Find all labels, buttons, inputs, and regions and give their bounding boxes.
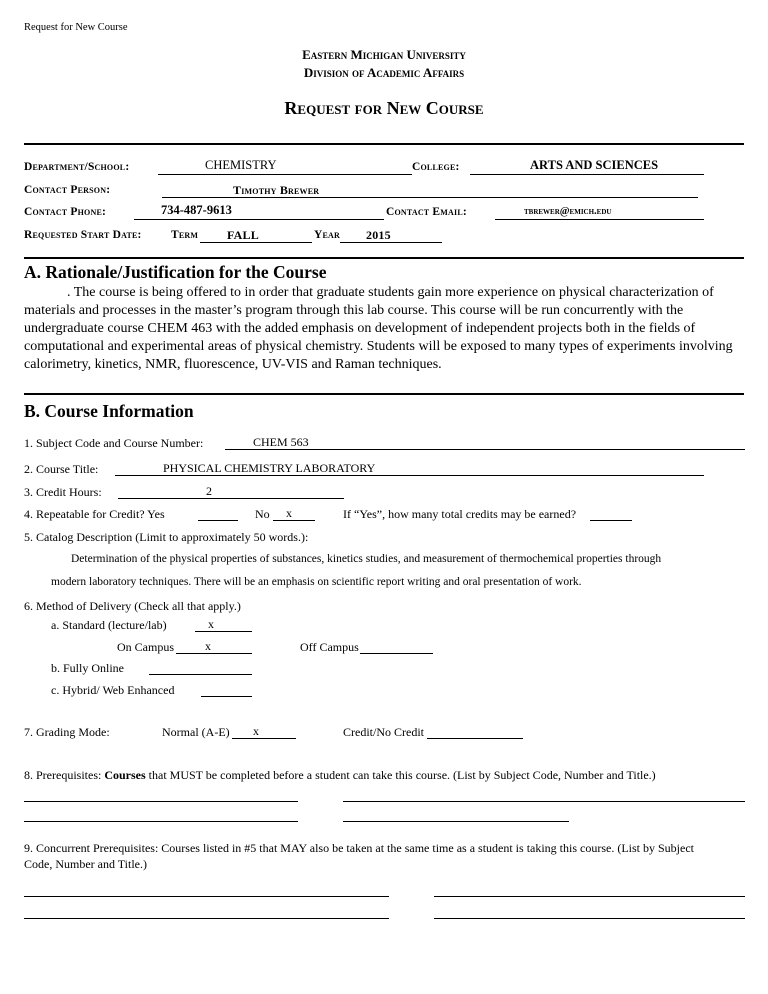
- q5-description-line1: Determination of the physical properties of substances, kinetics studies, and measurement of thermochemical properties through: [71, 553, 662, 565]
- term-label: Term: [171, 229, 199, 241]
- form-title: Request for New Course: [284, 98, 484, 118]
- q4-no-label: No: [255, 507, 270, 521]
- term-value[interactable]: FALL: [227, 228, 259, 242]
- q8-line-right-1[interactable]: [343, 801, 745, 802]
- year-value[interactable]: 2015: [366, 228, 391, 242]
- q9-line-left-2[interactable]: [24, 918, 389, 919]
- q7-label: 7. Grading Mode:: [24, 725, 110, 739]
- q5-description-line2: modern laboratory techniques. There will be an emphasis on scientific report writing and oral presentation of work.: [51, 576, 582, 588]
- q3-label: 3. Credit Hours:: [24, 485, 102, 499]
- off-campus-label: Off Campus: [300, 640, 359, 654]
- normal-grading-value[interactable]: x: [253, 724, 259, 738]
- contact-email-label: Contact Email:: [386, 206, 467, 218]
- department-value[interactable]: CHEMISTRY: [205, 158, 277, 172]
- q8-line-right-2[interactable]: [343, 821, 569, 822]
- contact-email-value[interactable]: tbrewer@emich.edu: [524, 206, 612, 217]
- contact-person-label: Contact Person:: [24, 184, 111, 196]
- section-a-body: . The course is being offered to in order that graduate students gain more experience on physical characterization of materials and processes in the master’s program through this lab course. This course will be run concurrently with the undergraduate course CHEM 463 with the added emphasis on development of independent projects both in the fields of computational and experimental areas of physical chemistry. Students will be exposed to many types of experiments involving calorimetry, kinetics, NMR, fluorescence, UV-VIS and Raman techniques.: [24, 285, 733, 372]
- q9-line2: Code, Number and Title.): [24, 857, 147, 871]
- q6-label: 6. Method of Delivery (Check all that apply.): [24, 599, 241, 613]
- q8-prefix: 8. Prerequisites:: [24, 768, 105, 782]
- q1-label: 1. Subject Code and Course Number:: [24, 436, 204, 450]
- q3-value[interactable]: 2: [206, 484, 212, 498]
- q6a-line: [195, 631, 252, 632]
- q9-line1: 9. Concurrent Prerequisites: Courses listed in #5 that MAY also be taken at the same time as a student is taking this course. (List by Subject: [24, 841, 694, 855]
- normal-grading-label: Normal (A-E): [162, 725, 230, 739]
- q8-text: [24, 768, 656, 783]
- credit-grading-line: [427, 738, 523, 739]
- divider-top: [24, 143, 744, 145]
- q5-label: 5. Catalog Description (Limit to approximately 50 words.):: [24, 530, 309, 544]
- college-label: College:: [412, 161, 460, 173]
- q4-no-value[interactable]: x: [286, 506, 292, 520]
- q8-line-left-2[interactable]: [24, 821, 298, 822]
- running-title: Request for New Course: [24, 22, 128, 33]
- on-campus-value[interactable]: x: [205, 639, 211, 653]
- q6a-label: a. Standard (lecture/lab): [51, 618, 167, 632]
- divider-b: [24, 393, 744, 395]
- q4-credits-line: [590, 520, 632, 521]
- q4-yes-line: [198, 520, 238, 521]
- year-line: [340, 242, 442, 243]
- normal-grading-line: [232, 738, 296, 739]
- section-a-heading: A. Rationale/Justification for the Course: [24, 262, 327, 282]
- q6a-value[interactable]: x: [208, 617, 214, 631]
- contact-person-value[interactable]: Timothy Brewer: [233, 183, 320, 197]
- q9-line-right-2[interactable]: [434, 918, 745, 919]
- q6c-line: [201, 696, 252, 697]
- q4-no-line: [273, 520, 315, 521]
- contact-email-line: [495, 219, 704, 220]
- college-line: [470, 174, 704, 175]
- q6c-label: c. Hybrid/ Web Enhanced: [51, 683, 175, 697]
- q4-label: 4. Repeatable for Credit? Yes: [24, 507, 165, 521]
- off-campus-line: [360, 653, 433, 654]
- department-line: [158, 174, 412, 175]
- on-campus-label: On Campus: [117, 640, 174, 654]
- q8-rest: that MUST be completed before a student can take this course. (List by Subject Code, Number and Title.): [145, 768, 656, 782]
- university-name: Eastern Michigan University: [302, 47, 466, 62]
- q2-label: 2. Course Title:: [24, 462, 99, 476]
- division-name: Division of Academic Affairs: [303, 65, 465, 80]
- q2-value[interactable]: PHYSICAL CHEMISTRY LABORATORY: [163, 461, 376, 475]
- section-b-heading: B. Course Information: [24, 401, 194, 421]
- q8-line-left-1[interactable]: [24, 801, 298, 802]
- q6b-label: b. Fully Online: [51, 661, 125, 675]
- year-label: Year: [314, 229, 340, 241]
- q8-courses-bold: Courses: [104, 768, 146, 782]
- contact-phone-value[interactable]: 734-487-9613: [161, 203, 232, 217]
- department-label: Department/School:: [24, 161, 130, 173]
- q9-line-right-1[interactable]: [434, 896, 745, 897]
- credit-grading-label: Credit/No Credit: [343, 725, 424, 739]
- q3-line: [118, 498, 344, 499]
- start-date-label: Requested Start Date:: [24, 229, 142, 241]
- contact-phone-label: Contact Phone:: [24, 206, 107, 218]
- contact-phone-line: [134, 219, 384, 220]
- divider-a: [24, 257, 744, 259]
- q6b-line: [149, 674, 252, 675]
- q9-line-left-1[interactable]: [24, 896, 389, 897]
- q1-value[interactable]: CHEM 563: [253, 435, 309, 449]
- college-value[interactable]: ARTS AND SCIENCES: [530, 158, 659, 172]
- on-campus-line: [176, 653, 252, 654]
- q4-if-yes-label: If “Yes”, how many total credits may be earned?: [343, 507, 577, 521]
